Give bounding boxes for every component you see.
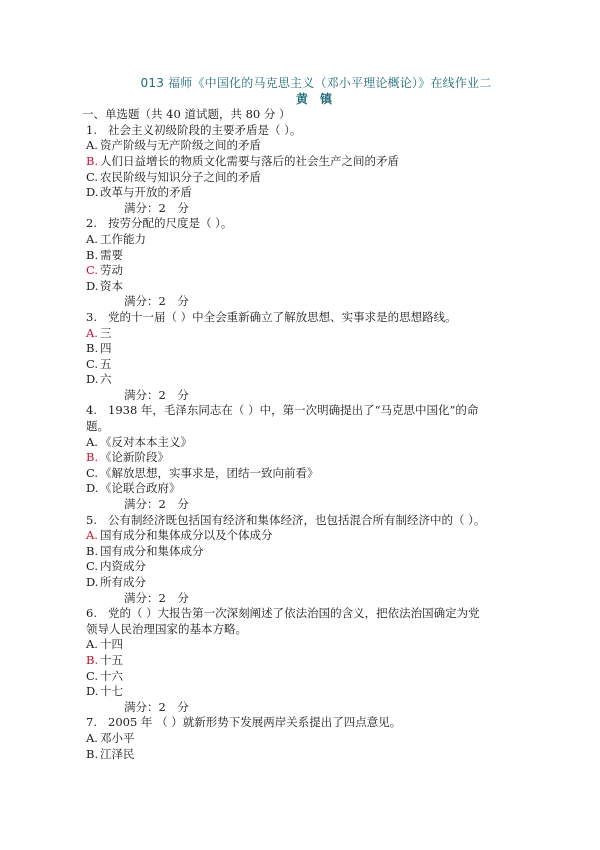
- section-header: 一、单选题（共 40 道试题，共 80 分 ）: [82, 107, 291, 122]
- option-c: C. 农民阶级与知识分子之间的矛盾: [86, 169, 261, 184]
- option-d: D. 六: [86, 372, 112, 387]
- document-page: [82, 76, 546, 762]
- option-b: B. 四: [86, 341, 112, 356]
- question-5: [86, 513, 546, 607]
- option-b-correct: B. 《论新阶段》: [86, 450, 169, 465]
- question-3: [86, 310, 546, 404]
- question-number: 5.: [86, 512, 97, 527]
- option-c-correct: C. 劳动: [86, 263, 123, 278]
- question-stem-continued: 领导人民治理国家的基本方略。: [86, 621, 247, 636]
- question-7: [86, 715, 546, 762]
- option-c: C. 五: [86, 356, 112, 371]
- question-number: 4.: [86, 403, 97, 418]
- score-label: 满分：2 分: [124, 497, 189, 512]
- question-stem: 公有制经济既包括国有经济和集体经济，也包括混合所有制经济中的（ ）。: [108, 512, 486, 527]
- question-stem: 2005 年 （ ）就新形势下发展两岸关系提出了四点意见。: [108, 715, 402, 730]
- score-label: 满分：2 分: [124, 590, 189, 605]
- score-label: 满分：2 分: [124, 294, 189, 309]
- question-2: [86, 216, 546, 310]
- question-6: [86, 606, 546, 715]
- option-c: C. 《解放思想，实事求是，团结一致向前看》: [86, 465, 319, 480]
- option-c: C. 内资成分: [86, 559, 146, 574]
- option-a-correct: A. 三: [86, 325, 112, 340]
- question-stem: 党的十一届（ ）中全会重新确立了解放思想、实事求是的思想路线。: [108, 309, 457, 324]
- option-d: D. 资本: [86, 278, 123, 293]
- option-b-correct: B. 十五: [86, 652, 123, 667]
- option-a: A. 邓小平: [86, 730, 135, 745]
- question-stem: 1938 年，毛泽东同志在（ ）中，第一次明确提出了“马克思中国化”的命: [108, 403, 479, 418]
- question-stem: 社会主义初级阶段的主要矛盾是（ ）。: [108, 122, 302, 137]
- score-label: 满分：2 分: [124, 699, 189, 714]
- question-stem: 党的（ ）大报告第一次深刻阐述了依法治国的含义，把依法治国确定为党: [108, 606, 480, 621]
- score-label: 满分：2 分: [124, 200, 189, 215]
- question-4: [86, 403, 546, 512]
- option-d: D. 所有成分: [86, 575, 146, 589]
- question-stem-continued: 题。: [86, 419, 109, 434]
- option-a-correct: A. 国有成分和集体成分以及个体成分: [86, 528, 273, 543]
- option-b: B. 国有成分和集体成分: [86, 543, 204, 558]
- option-b: B. 江泽民: [86, 746, 135, 761]
- question-1: [86, 123, 546, 217]
- option-c: C. 十六: [86, 668, 123, 683]
- question-number: 6.: [86, 606, 97, 621]
- document-title: 013 福师《中国化的马克思主义（邓小平理论概论）》在线作业二: [140, 76, 492, 90]
- option-a: A. 资产阶级与无产阶级之间的矛盾: [86, 138, 261, 153]
- score-label: 满分：2 分: [124, 387, 189, 402]
- question-number: 7.: [86, 715, 97, 730]
- option-d: D. 改革与开放的矛盾: [86, 185, 192, 200]
- option-b: B. 需要: [86, 247, 123, 262]
- option-a: A. 工作能力: [86, 231, 146, 246]
- option-a: A. 《反对本本主义》: [86, 434, 192, 449]
- question-number: 2.: [86, 216, 97, 231]
- option-b-correct: B. 人们日益增长的物质文化需要与落后的社会生产之间的矛盾: [86, 153, 399, 168]
- question-number: 3.: [86, 309, 97, 324]
- author-name: 黄 镇: [295, 91, 337, 106]
- option-d: D. 《论联合政府》: [86, 481, 181, 496]
- option-a: A. 十四: [86, 637, 123, 652]
- question-stem: 按劳分配的尺度是（ ）。: [108, 216, 233, 231]
- question-number: 1.: [86, 122, 97, 137]
- option-d: D. 十七: [86, 684, 123, 699]
